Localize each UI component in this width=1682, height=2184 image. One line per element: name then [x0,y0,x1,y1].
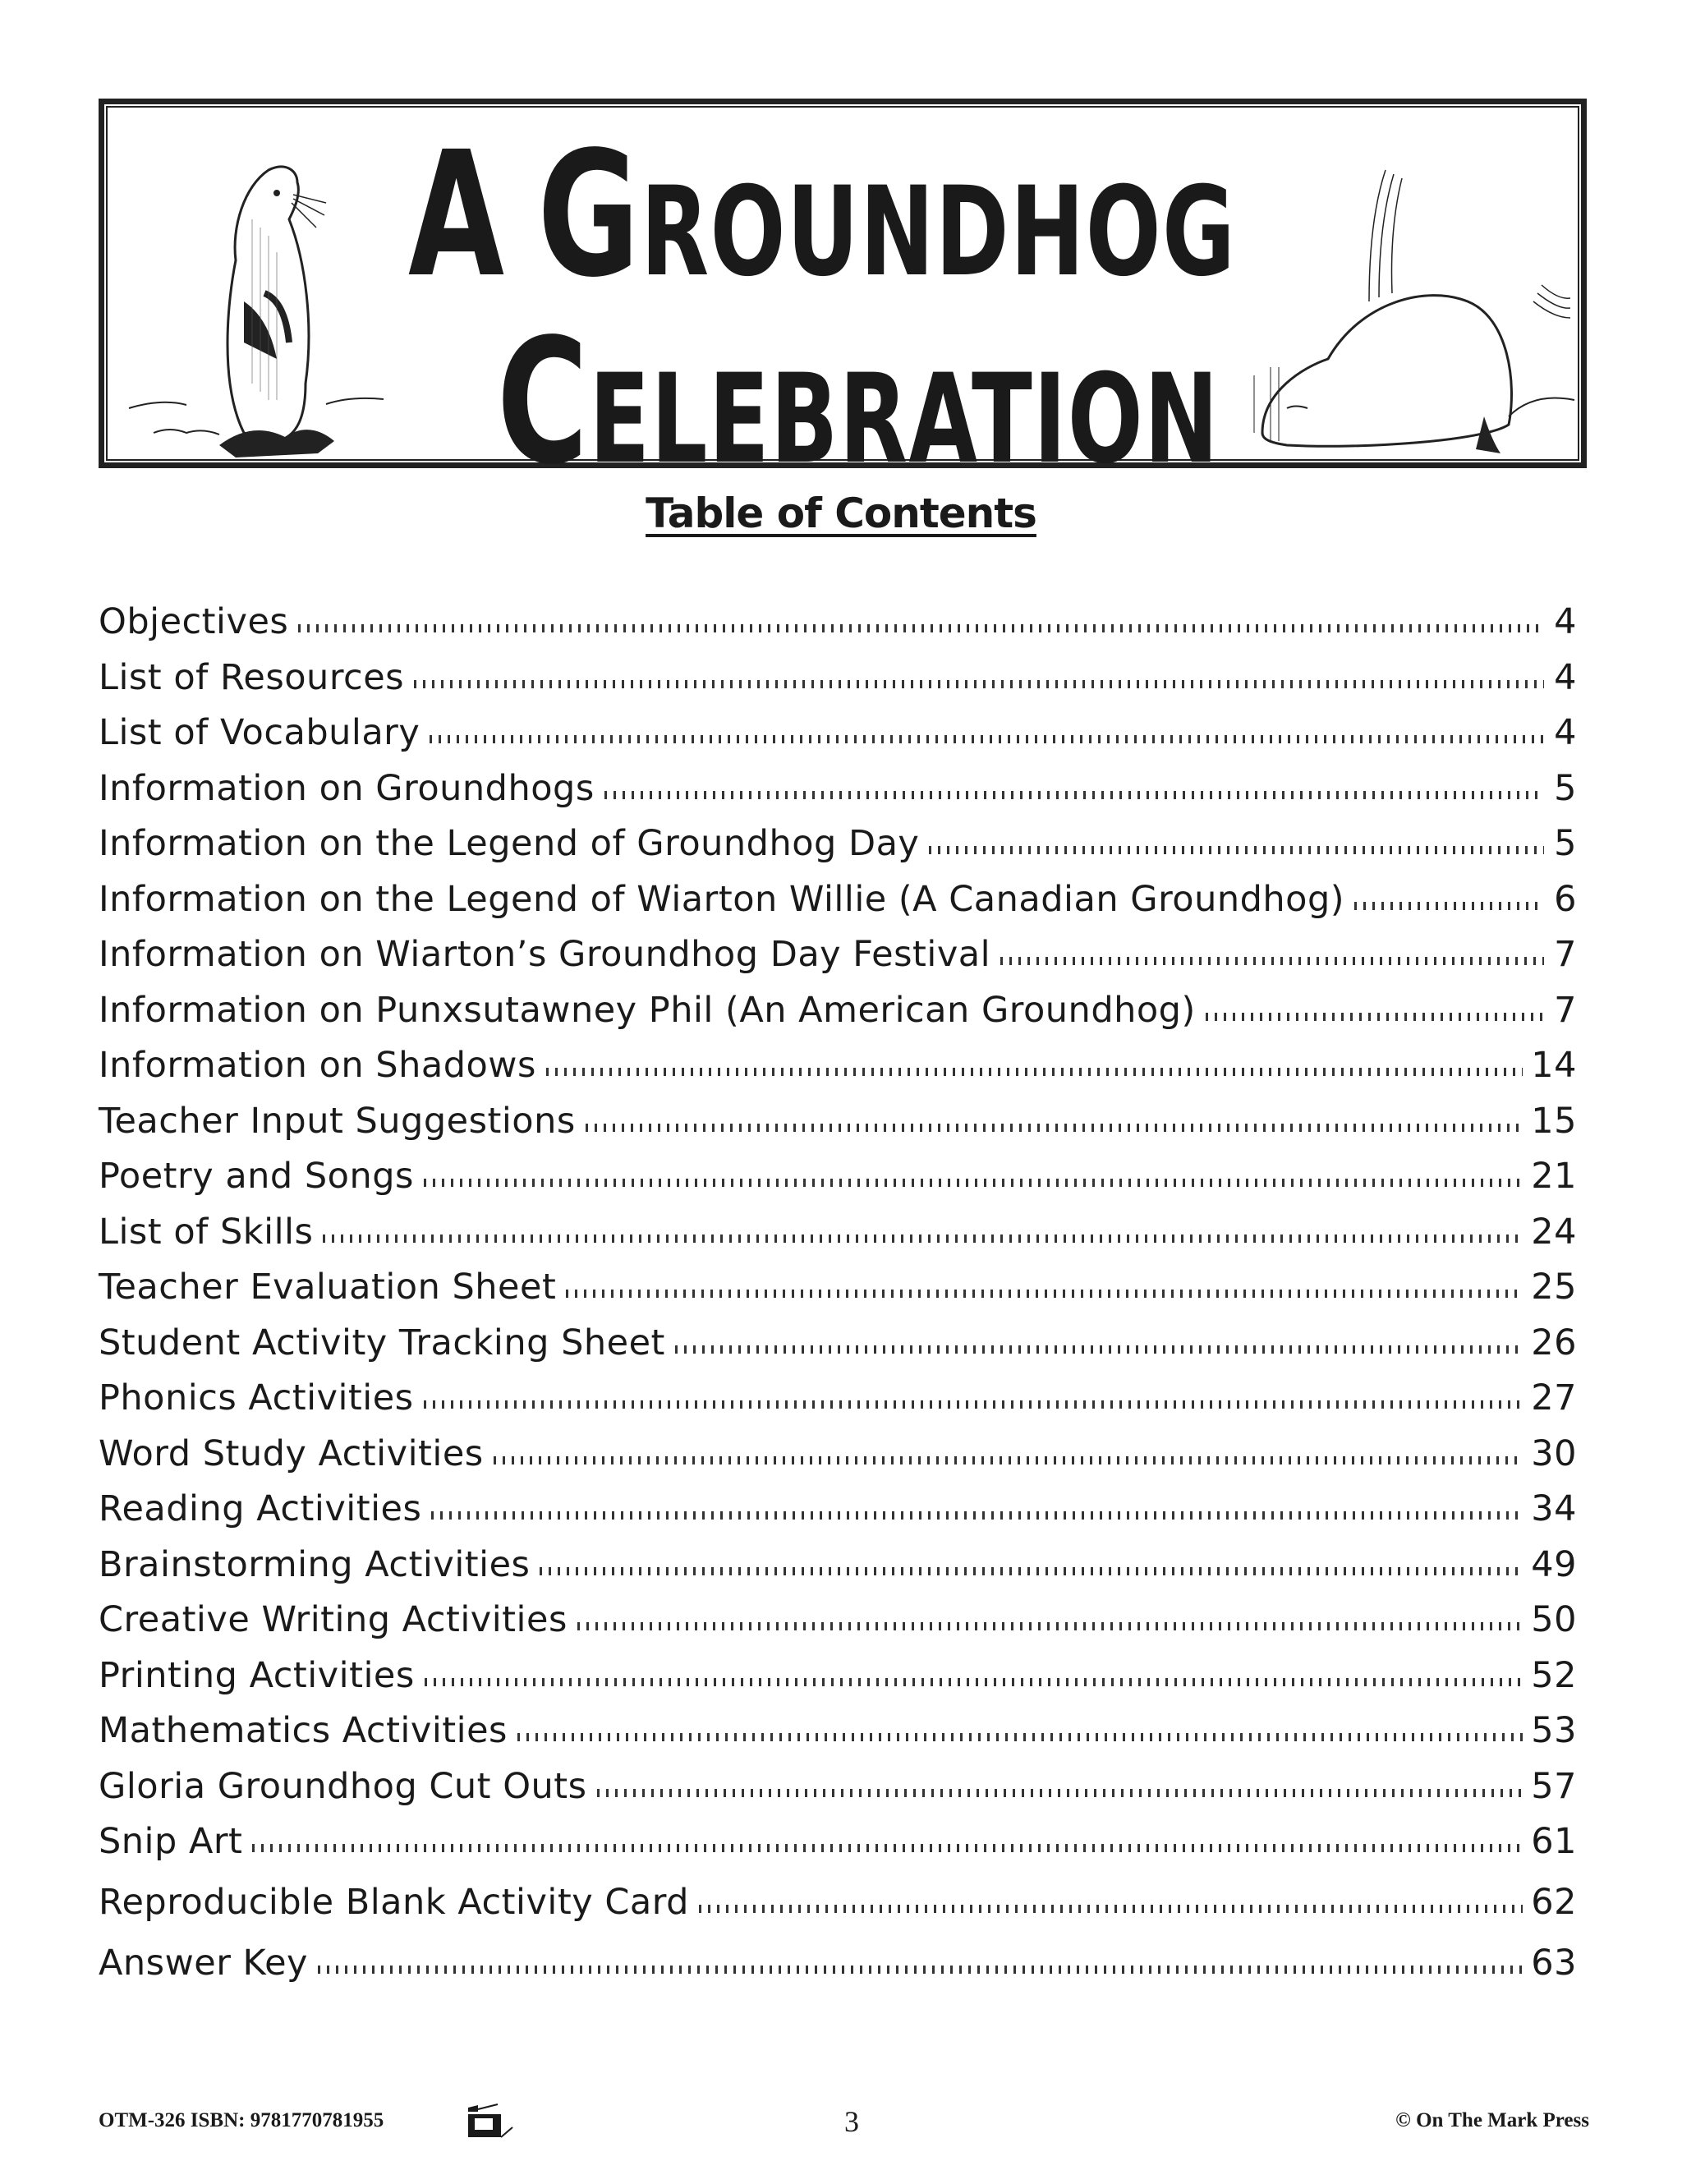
title-line-2: CELEBRATION [497,301,1220,503]
page-footer [99,2103,1589,2144]
toc-entry-label: Printing Activities [99,1654,415,1696]
toc-entry-page: 62 [1531,1882,1577,1923]
toc-entry-page: 24 [1531,1211,1577,1253]
toc-entry-label: Brainstorming Activities [99,1543,531,1585]
toc-entry-page: 49 [1531,1543,1577,1585]
toc-entry-page: 7 [1554,989,1577,1031]
dot-leader [577,1622,1523,1630]
dot-leader [604,791,1544,799]
toc-entry-label: Mathematics Activities [99,1710,508,1751]
toc-entry[interactable] [99,712,1577,768]
toc-entry-label: Objectives [99,601,289,642]
toc-entry[interactable] [99,1544,1577,1600]
toc-entry-label: Information on Wiarton’s Groundhog Day Festival [99,934,991,975]
dot-leader [494,1456,1523,1464]
title-banner [99,99,1587,503]
toc-entry[interactable] [99,1156,1577,1212]
toc-entry-page: 4 [1554,601,1577,642]
toc-entry-page: 34 [1531,1488,1577,1529]
toc-entry-page: 50 [1531,1599,1577,1640]
toc-entry[interactable] [99,1821,1577,1882]
toc-entry[interactable] [99,1766,1577,1822]
dot-leader [318,1966,1523,1974]
toc-entry[interactable] [99,1045,1577,1101]
toc-entry-label: Gloria Groundhog Cut Outs [99,1765,587,1807]
toc-entry-page: 53 [1531,1710,1577,1751]
toc-entry[interactable] [99,657,1577,713]
toc-entry[interactable] [99,934,1577,990]
dot-leader [425,1678,1523,1686]
dot-leader [540,1567,1523,1575]
dot-leader [298,624,1544,632]
toc-entry-label: List of Skills [99,1211,314,1253]
toc-entry-label: Word Study Activities [99,1432,484,1474]
toc-entry-page: 5 [1554,823,1577,864]
toc-entry-page: 26 [1531,1322,1577,1363]
dot-leader [424,1400,1523,1409]
toc-entry-label: Creative Writing Activities [99,1599,568,1640]
toc-entry[interactable] [99,1212,1577,1267]
dot-leader [929,846,1544,854]
toc-entry-label: Information on the Legend of Groundhog Day [99,823,920,864]
toc-entry[interactable] [99,879,1577,935]
toc-entry[interactable] [99,990,1577,1046]
dot-leader [517,1733,1523,1741]
banner-title [408,114,1237,503]
toc-entry-page: 57 [1531,1765,1577,1807]
dot-leader [252,1844,1523,1852]
product-code-isbn: OTM-326 ISBN: 9781770781955 [99,2109,384,2131]
page-number: 3 [844,2105,859,2138]
toc-entry[interactable] [99,1377,1577,1433]
toc-entry[interactable] [99,768,1577,824]
title-line-1: A GROUNDHOG [408,114,1237,315]
toc-entry[interactable] [99,601,1577,657]
photocopier-icon [466,2103,516,2139]
dot-leader [586,1124,1523,1132]
toc-entry-label: Information on the Legend of Wiarton Willie (A Canadian Groundhog) [99,878,1345,920]
groundhog-sleeping-icon [1238,137,1583,466]
toc-entry-page: 4 [1554,656,1577,698]
toc-entry[interactable] [99,1488,1577,1544]
table-of-contents [99,601,1577,1998]
dot-leader [1354,902,1544,910]
toc-entry-label: Poetry and Songs [99,1156,414,1197]
dot-leader [699,1905,1523,1913]
dot-leader [597,1789,1523,1797]
toc-entry-label: Snip Art [99,1821,243,1862]
dot-leader [546,1068,1523,1076]
toc-entry-page: 6 [1554,878,1577,920]
toc-entry[interactable] [99,1267,1577,1322]
toc-entry-label: Answer Key [99,1943,309,1984]
toc-entry-page: 4 [1554,712,1577,753]
toc-entry[interactable] [99,1322,1577,1378]
toc-entry-label: Teacher Evaluation Sheet [99,1267,557,1308]
toc-entry-label: List of Resources [99,656,405,698]
toc-entry-page: 25 [1531,1267,1577,1308]
toc-entry-page: 52 [1531,1654,1577,1696]
toc-entry-label: Student Activity Tracking Sheet [99,1322,665,1363]
toc-entry[interactable] [99,1101,1577,1156]
toc-entry[interactable] [99,1599,1577,1655]
toc-entry-page: 30 [1531,1432,1577,1474]
toc-entry-label: List of Vocabulary [99,712,420,753]
copyright-notice: © On The Mark Press [1395,2109,1589,2131]
toc-entry-label: Information on Groundhogs [99,767,595,809]
toc-entry[interactable] [99,1710,1577,1766]
dot-leader [675,1345,1523,1354]
dot-leader [1000,957,1544,965]
toc-entry-label: Information on Shadows [99,1045,536,1086]
table-of-contents-heading: Table of Contents [646,490,1036,537]
toc-entry-label: Teacher Input Suggestions [99,1100,576,1142]
dot-leader [1206,1013,1544,1021]
toc-entry-label: Reading Activities [99,1488,422,1529]
toc-entry-label: Information on Punxsutawney Phil (An American Groundhog) [99,989,1196,1031]
dot-leader [430,735,1544,743]
toc-entry-page: 7 [1554,934,1577,975]
dot-leader [323,1235,1523,1243]
dot-leader [424,1179,1523,1187]
toc-entry-page: 14 [1531,1045,1577,1086]
groundhog-standing-icon [121,137,416,466]
toc-entry[interactable] [99,1882,1577,1943]
toc-entry[interactable] [99,1943,1577,1998]
dot-leader [566,1290,1523,1298]
toc-entry-page: 5 [1554,767,1577,809]
toc-entry-page: 15 [1531,1100,1577,1142]
toc-entry-page: 63 [1531,1943,1577,1984]
toc-entry-page: 21 [1531,1156,1577,1197]
toc-entry[interactable] [99,823,1577,879]
toc-entry-label: Phonics Activities [99,1377,414,1418]
toc-entry-page: 61 [1531,1821,1577,1862]
dot-leader [414,680,1544,688]
toc-entry-page: 27 [1531,1377,1577,1418]
dot-leader [431,1511,1523,1520]
toc-entry[interactable] [99,1655,1577,1711]
toc-entry[interactable] [99,1433,1577,1489]
toc-entry-label: Reproducible Blank Activity Card [99,1882,689,1923]
